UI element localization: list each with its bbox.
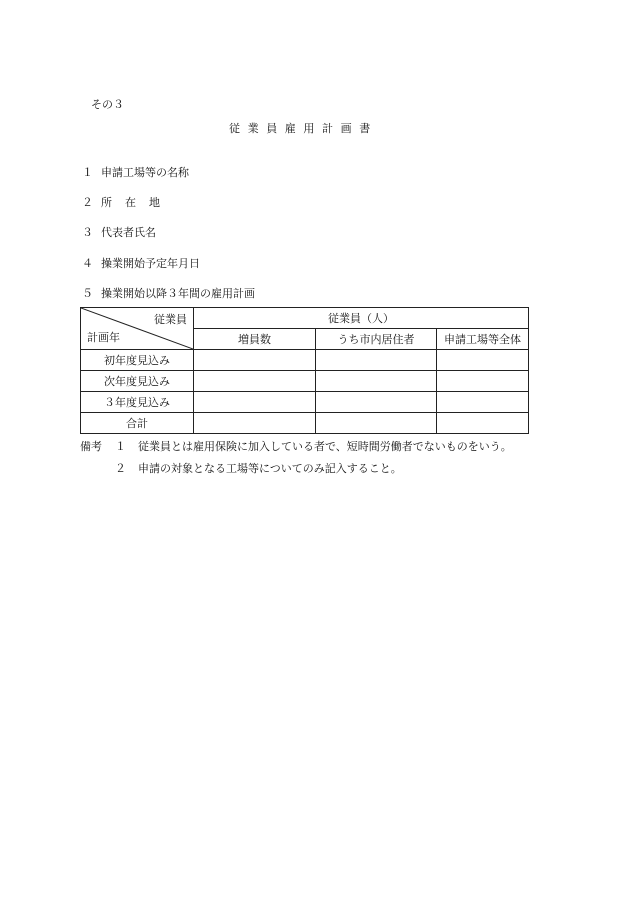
item-number: ５ xyxy=(82,287,93,300)
table-cell[interactable] xyxy=(316,350,437,371)
row-label: 合計 xyxy=(81,413,194,434)
item-label: 代表者氏名 xyxy=(101,226,156,239)
table-cell[interactable] xyxy=(316,413,437,434)
notes-label: 備考 xyxy=(80,440,102,453)
item-number: １ xyxy=(82,166,93,179)
table-cell[interactable] xyxy=(437,413,529,434)
table-cell[interactable] xyxy=(194,392,316,413)
table-cell[interactable] xyxy=(316,392,437,413)
corner-header-bottom: 計画年 xyxy=(87,331,120,344)
item-number: ３ xyxy=(82,226,93,239)
note-number: １ xyxy=(115,440,126,453)
corner-header-cell xyxy=(81,308,194,350)
table-cell[interactable] xyxy=(437,371,529,392)
row-label: 初年度見込み xyxy=(81,350,194,371)
item-3 xyxy=(0,224,630,240)
note-text: 申請の対象となる工場等についてのみ記入すること。 xyxy=(138,462,402,475)
table-row xyxy=(81,371,529,392)
document-title: 従業員雇用計画書 xyxy=(229,122,378,135)
column-header: 増員数 xyxy=(194,329,316,350)
table-row xyxy=(81,413,529,434)
item-number: ４ xyxy=(82,257,93,270)
column-header: うち市内居住者 xyxy=(316,329,437,350)
item-label: 所在地 xyxy=(101,196,173,209)
note-number: ２ xyxy=(115,462,126,475)
table-cell[interactable] xyxy=(437,350,529,371)
item-label: 操業開始予定年月日 xyxy=(101,257,200,270)
table-row xyxy=(81,350,529,371)
table-cell[interactable] xyxy=(437,392,529,413)
item-2 xyxy=(0,194,630,210)
note-text: 従業員とは雇用保険に加入している者で、短時間労働者でないものをいう。 xyxy=(138,440,512,453)
table-cell[interactable] xyxy=(194,413,316,434)
table-cell[interactable] xyxy=(316,371,437,392)
item-label: 申請工場等の名称 xyxy=(101,166,189,179)
corner-header-top: 従業員 xyxy=(154,313,187,326)
item-label: 操業開始以降３年間の雇用計画 xyxy=(101,287,255,300)
item-5 xyxy=(0,285,630,301)
table-cell[interactable] xyxy=(194,350,316,371)
group-header: 従業員（人） xyxy=(194,308,529,329)
item-4 xyxy=(0,255,630,271)
row-label: ３年度見込み xyxy=(81,392,194,413)
table-row xyxy=(81,392,529,413)
column-header: 申請工場等全体 xyxy=(437,329,529,350)
employment-plan-table xyxy=(80,307,529,434)
item-number: ２ xyxy=(82,196,93,209)
form-number: その３ xyxy=(91,98,124,111)
table-cell[interactable] xyxy=(194,371,316,392)
row-label: 次年度見込み xyxy=(81,371,194,392)
item-1 xyxy=(0,164,630,180)
